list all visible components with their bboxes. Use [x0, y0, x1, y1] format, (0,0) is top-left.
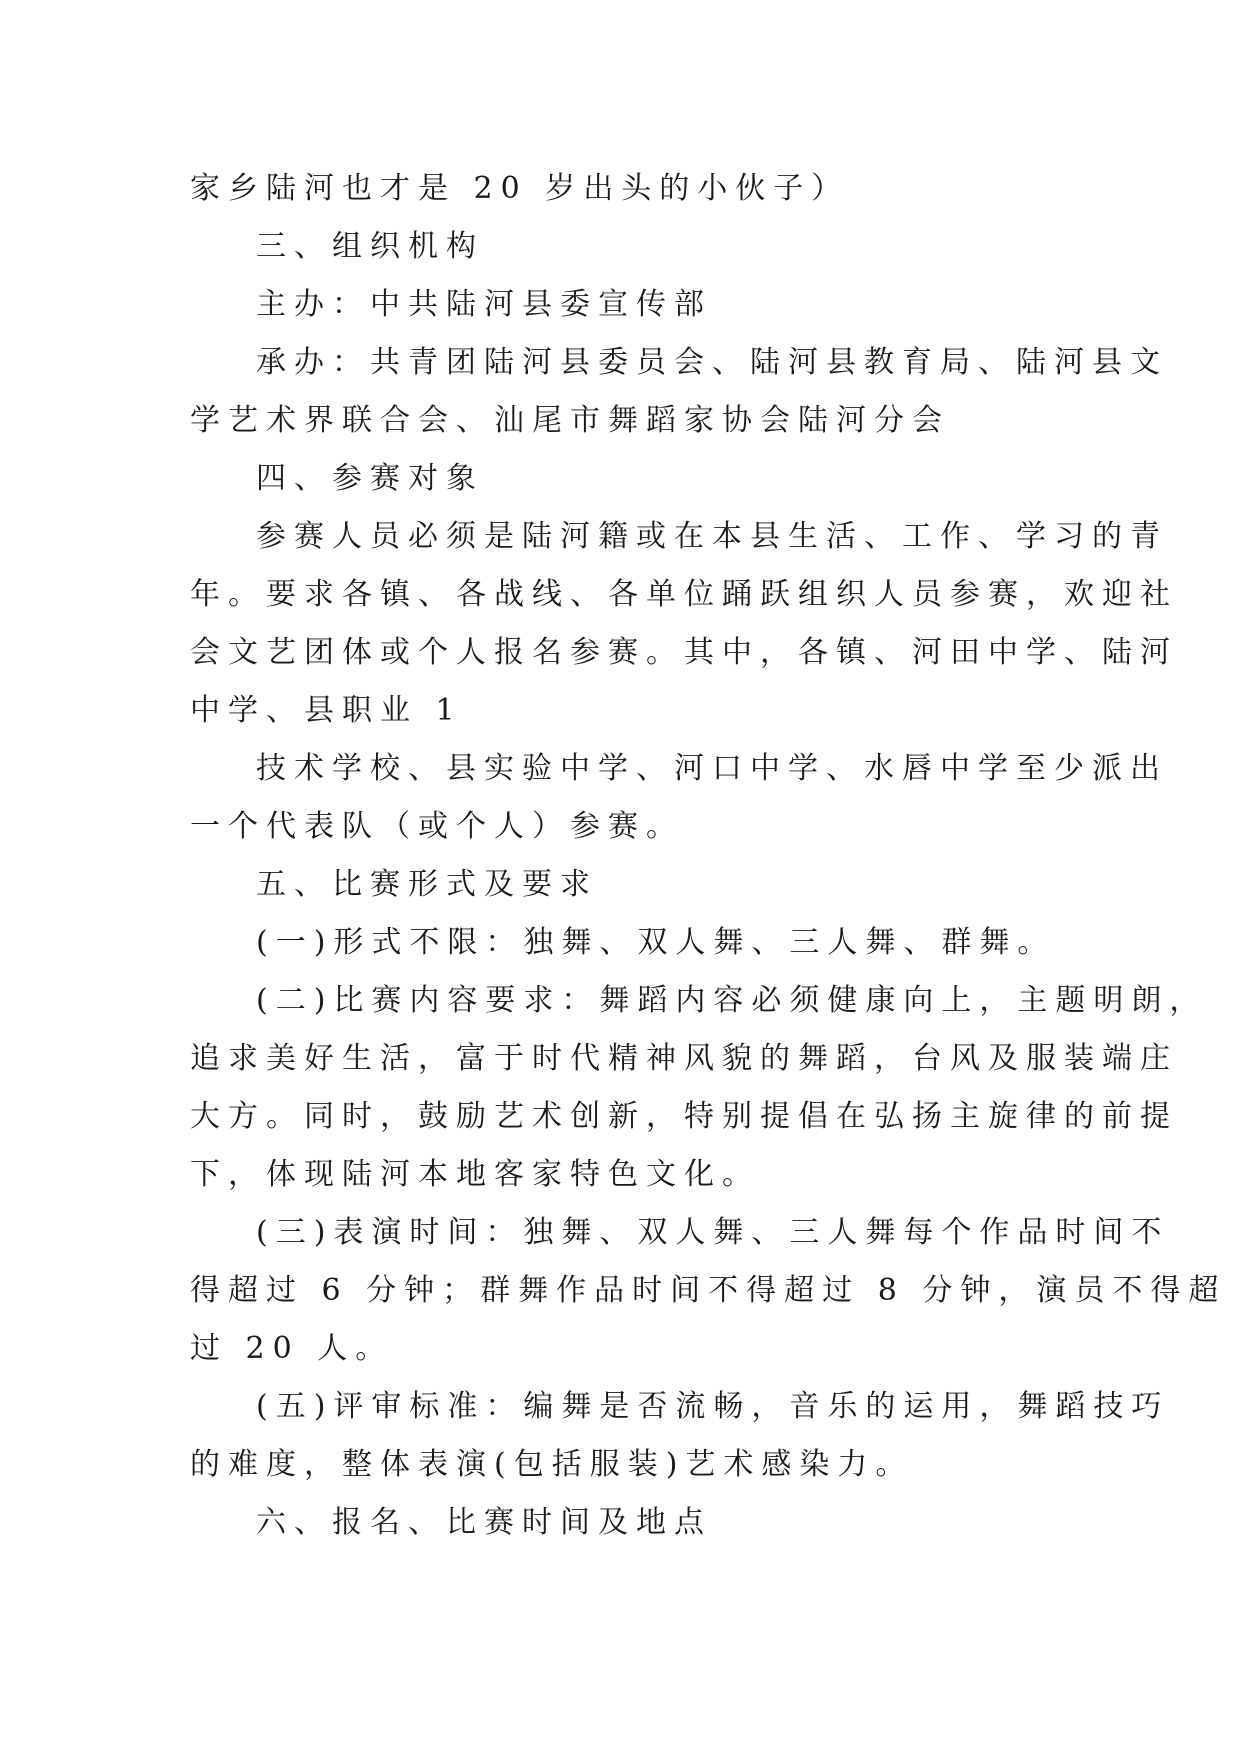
text-line: 技术学校、县实验中学、河口中学、水唇中学至少派出	[256, 751, 1168, 786]
text-line: 大方。同时，鼓励艺术创新，特别提倡在弘扬主旋律的前提	[190, 1099, 1178, 1134]
text-line: (二)比赛内容要求：舞蹈内容必须健康向上，主题明朗，	[256, 983, 1208, 1018]
text-line: 一个代表队（或个人）参赛。	[190, 809, 684, 844]
text-line: 的难度，整体表演(包括服装)艺术感染力。	[190, 1447, 914, 1482]
text-line: 下，体现陆河本地客家特色文化。	[190, 1157, 760, 1192]
text-line: 得超过 6 分钟；群舞作品时间不得超过 8 分钟，演员不得超	[190, 1273, 1227, 1308]
text-line: (五)评审标准：编舞是否流畅，音乐的运用，舞蹈技巧	[256, 1389, 1170, 1424]
text-line: 会文艺团体或个人报名参赛。其中，各镇、河田中学、陆河	[190, 635, 1178, 670]
text-line: 年。要求各镇、各战线、各单位踊跃组织人员参赛，欢迎社	[190, 577, 1178, 612]
text-line: (三)表演时间：独舞、双人舞、三人舞每个作品时间不	[256, 1215, 1170, 1250]
text-line: 过 20 人。	[190, 1331, 394, 1366]
section-heading-participants: 四、参赛对象	[256, 461, 484, 496]
text-line: 参赛人员必须是陆河籍或在本县生活、工作、学习的青	[256, 519, 1168, 554]
text-line: 主办：中共陆河县委宣传部	[256, 287, 712, 322]
section-heading-schedule: 六、报名、比赛时间及地点	[256, 1505, 712, 1540]
text-line: 家乡陆河也才是 20 岁出头的小伙子）	[190, 171, 850, 206]
section-heading-format: 五、比赛形式及要求	[256, 867, 598, 902]
document-body	[190, 160, 1227, 1552]
text-line: (一)形式不限：独舞、双人舞、三人舞、群舞。	[256, 925, 1056, 960]
text-line: 追求美好生活，富于时代精神风貌的舞蹈，台风及服装端庄	[190, 1041, 1178, 1076]
text-line: 学艺术界联合会、汕尾市舞蹈家协会陆河分会	[190, 403, 950, 438]
text-line: 中学、县职业 1	[190, 693, 463, 728]
section-heading-organization: 三、组织机构	[256, 229, 484, 264]
text-line: 承办：共青团陆河县委员会、陆河县教育局、陆河县文	[256, 345, 1168, 380]
